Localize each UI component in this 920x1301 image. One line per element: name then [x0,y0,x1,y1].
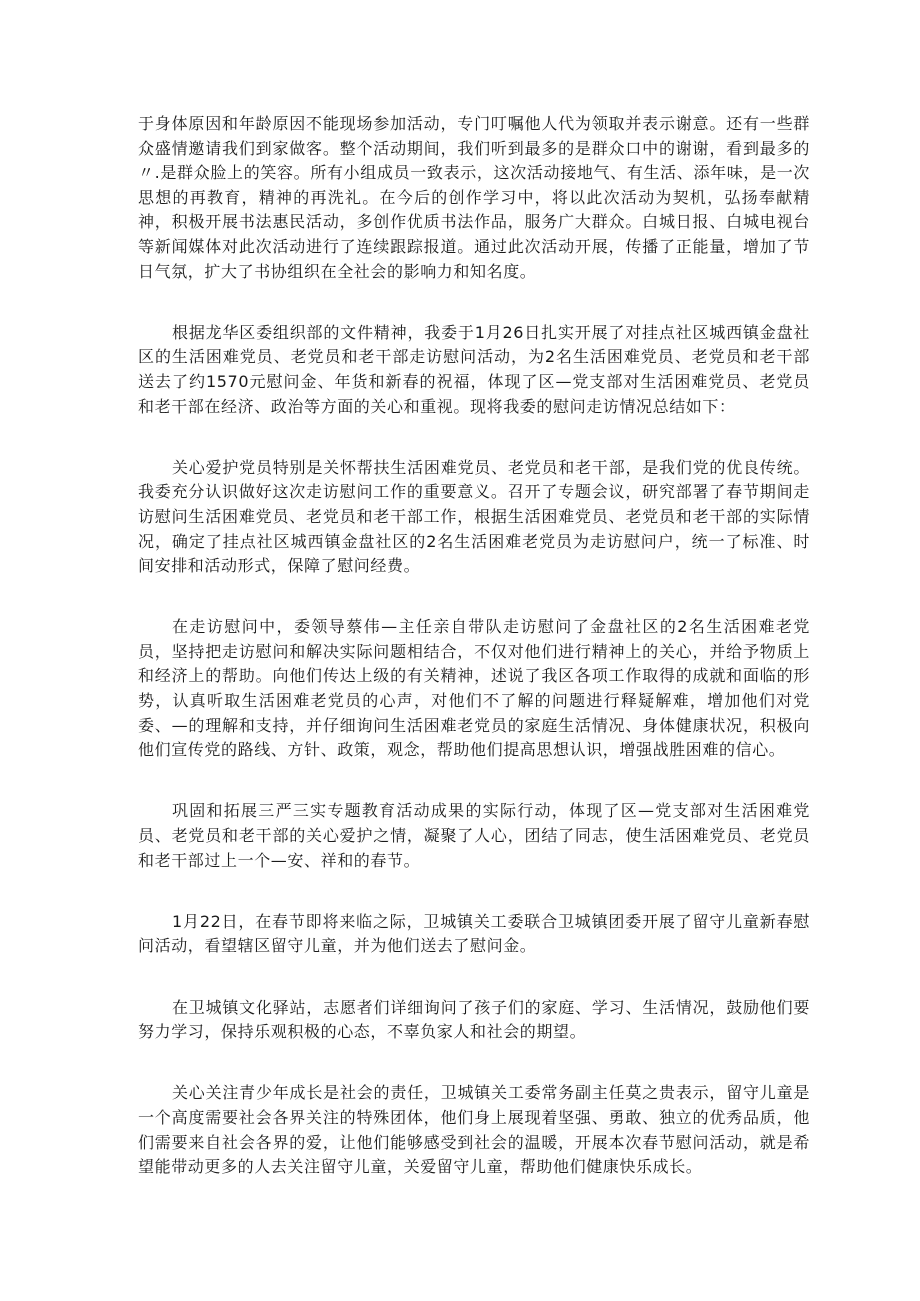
paragraph-volunteers: 在卫城镇文化驿站，志愿者们详细询问了孩子们的家庭、学习、生活情况，鼓励他们要努力学习，保持乐观积极的心态，不辜负家人和社会的期望。 [138,997,810,1042]
paragraph-youth-care: 关心关注青少年成长是社会的责任，卫城镇关工委常务副主任莫之贵表示，留守儿童是一个高度需要社会各界关注的特殊团体，他们身上展现着坚强、勇敢、独立的优秀品质，他们需要来自社会各界的爱，让他们能够感受到社会的温暖，开展本次春节慰问活动，就是希望能带动更多的人去关注留守儿童，关爱留守儿童，帮助他们健康快乐成长。 [138,1083,810,1177]
paragraph-continuation: 于身体原因和年龄原因不能现场参加活动，专门叮嘱他人代为领取并表示谢意。还有一些群众盛情邀请我们到家做客。整个活动期间，我们听到最多的是群众口中的谢谢，看到最多的〃.是群众脸上的笑容。所有小组成员一致表示，这次活动接地气、有生活、添年味，是一次思想的再教育，精神的再洗礼。在今后的创作学习中，将以此次活动为契机，弘扬奉献精神，积极开展书法惠民活动，多创作优质书法作品，服务广大群众。白城日报、白城电视台等新闻媒体对此次活动进行了连续跟踪报道。通过此次活动开展，传播了正能量，增加了节日气氛，扩大了书协组织在全社会的影响力和知名度。 [138,114,810,281]
paragraph-importance: 关心爱护党员特别是关怀帮扶生活困难党员、老党员和老干部，是我们党的优良传统。我委充分认识做好这次走访慰问工作的重要意义。召开了专题会议，研究部署了春节期间走访慰问生活困难党员、老党员和老干部工作，根据生活困难党员、老党员和老干部的实际情况，确定了挂点社区城西镇金盘社区的2名生活困难老党员为走访慰问户，统一了标准、时间安排和活动形式，保障了慰问经费。 [138,457,810,576]
paragraph-outcome: 巩固和拓展三严三实专题教育活动成果的实际行动，体现了区—党支部对生活困难党员、老党员和老干部的关心爱护之情，凝聚了人心，团结了同志，使生活困难党员、老党员和老干部过上一个—安、祥和的春节。 [138,801,810,870]
document-body [138,112,810,1216]
paragraph-visit-summary: 根据龙华区委组织部的文件精神，我委于1月26日扎实开展了对挂点社区城西镇金盘社区的生活困难党员、老党员和老干部走访慰问活动，为2名生活困难党员、老党员和老干部送去了约1570元慰问金、年货和新春的祝福，体现了区—党支部对生活困难党员、老党员和老干部在经济、政治等方面的关心和重视。现将我委的慰问走访情况总结如下： [138,322,810,416]
paragraph-visit-details: 在走访慰问中，委领导蔡伟—主任亲自带队走访慰问了金盘社区的2名生活困难老党员，坚持把走访慰问和解决实际问题相结合，不仅对他们进行精神上的关心，并给予物质上和经济上的帮助。向他们传达上级的有关精神，述说了我区各项工作取得的成就和面临的形势，认真听取生活困难老党员的心声，对他们不了解的问题进行释疑解难，增加他们对党委、—的理解和支持，并仔细询问生活困难老党员的家庭生活情况、身体健康状况，积极向他们宣传党的路线、方针、政策，观念，帮助他们提高思想认识，增强战胜困难的信心。 [138,617,810,760]
paragraph-children-visit: 1月22日，在春节即将来临之际，卫城镇关工委联合卫城镇团委开展了留守儿童新春慰问活动，看望辖区留守儿童，并为他们送去了慰问金。 [138,911,810,956]
